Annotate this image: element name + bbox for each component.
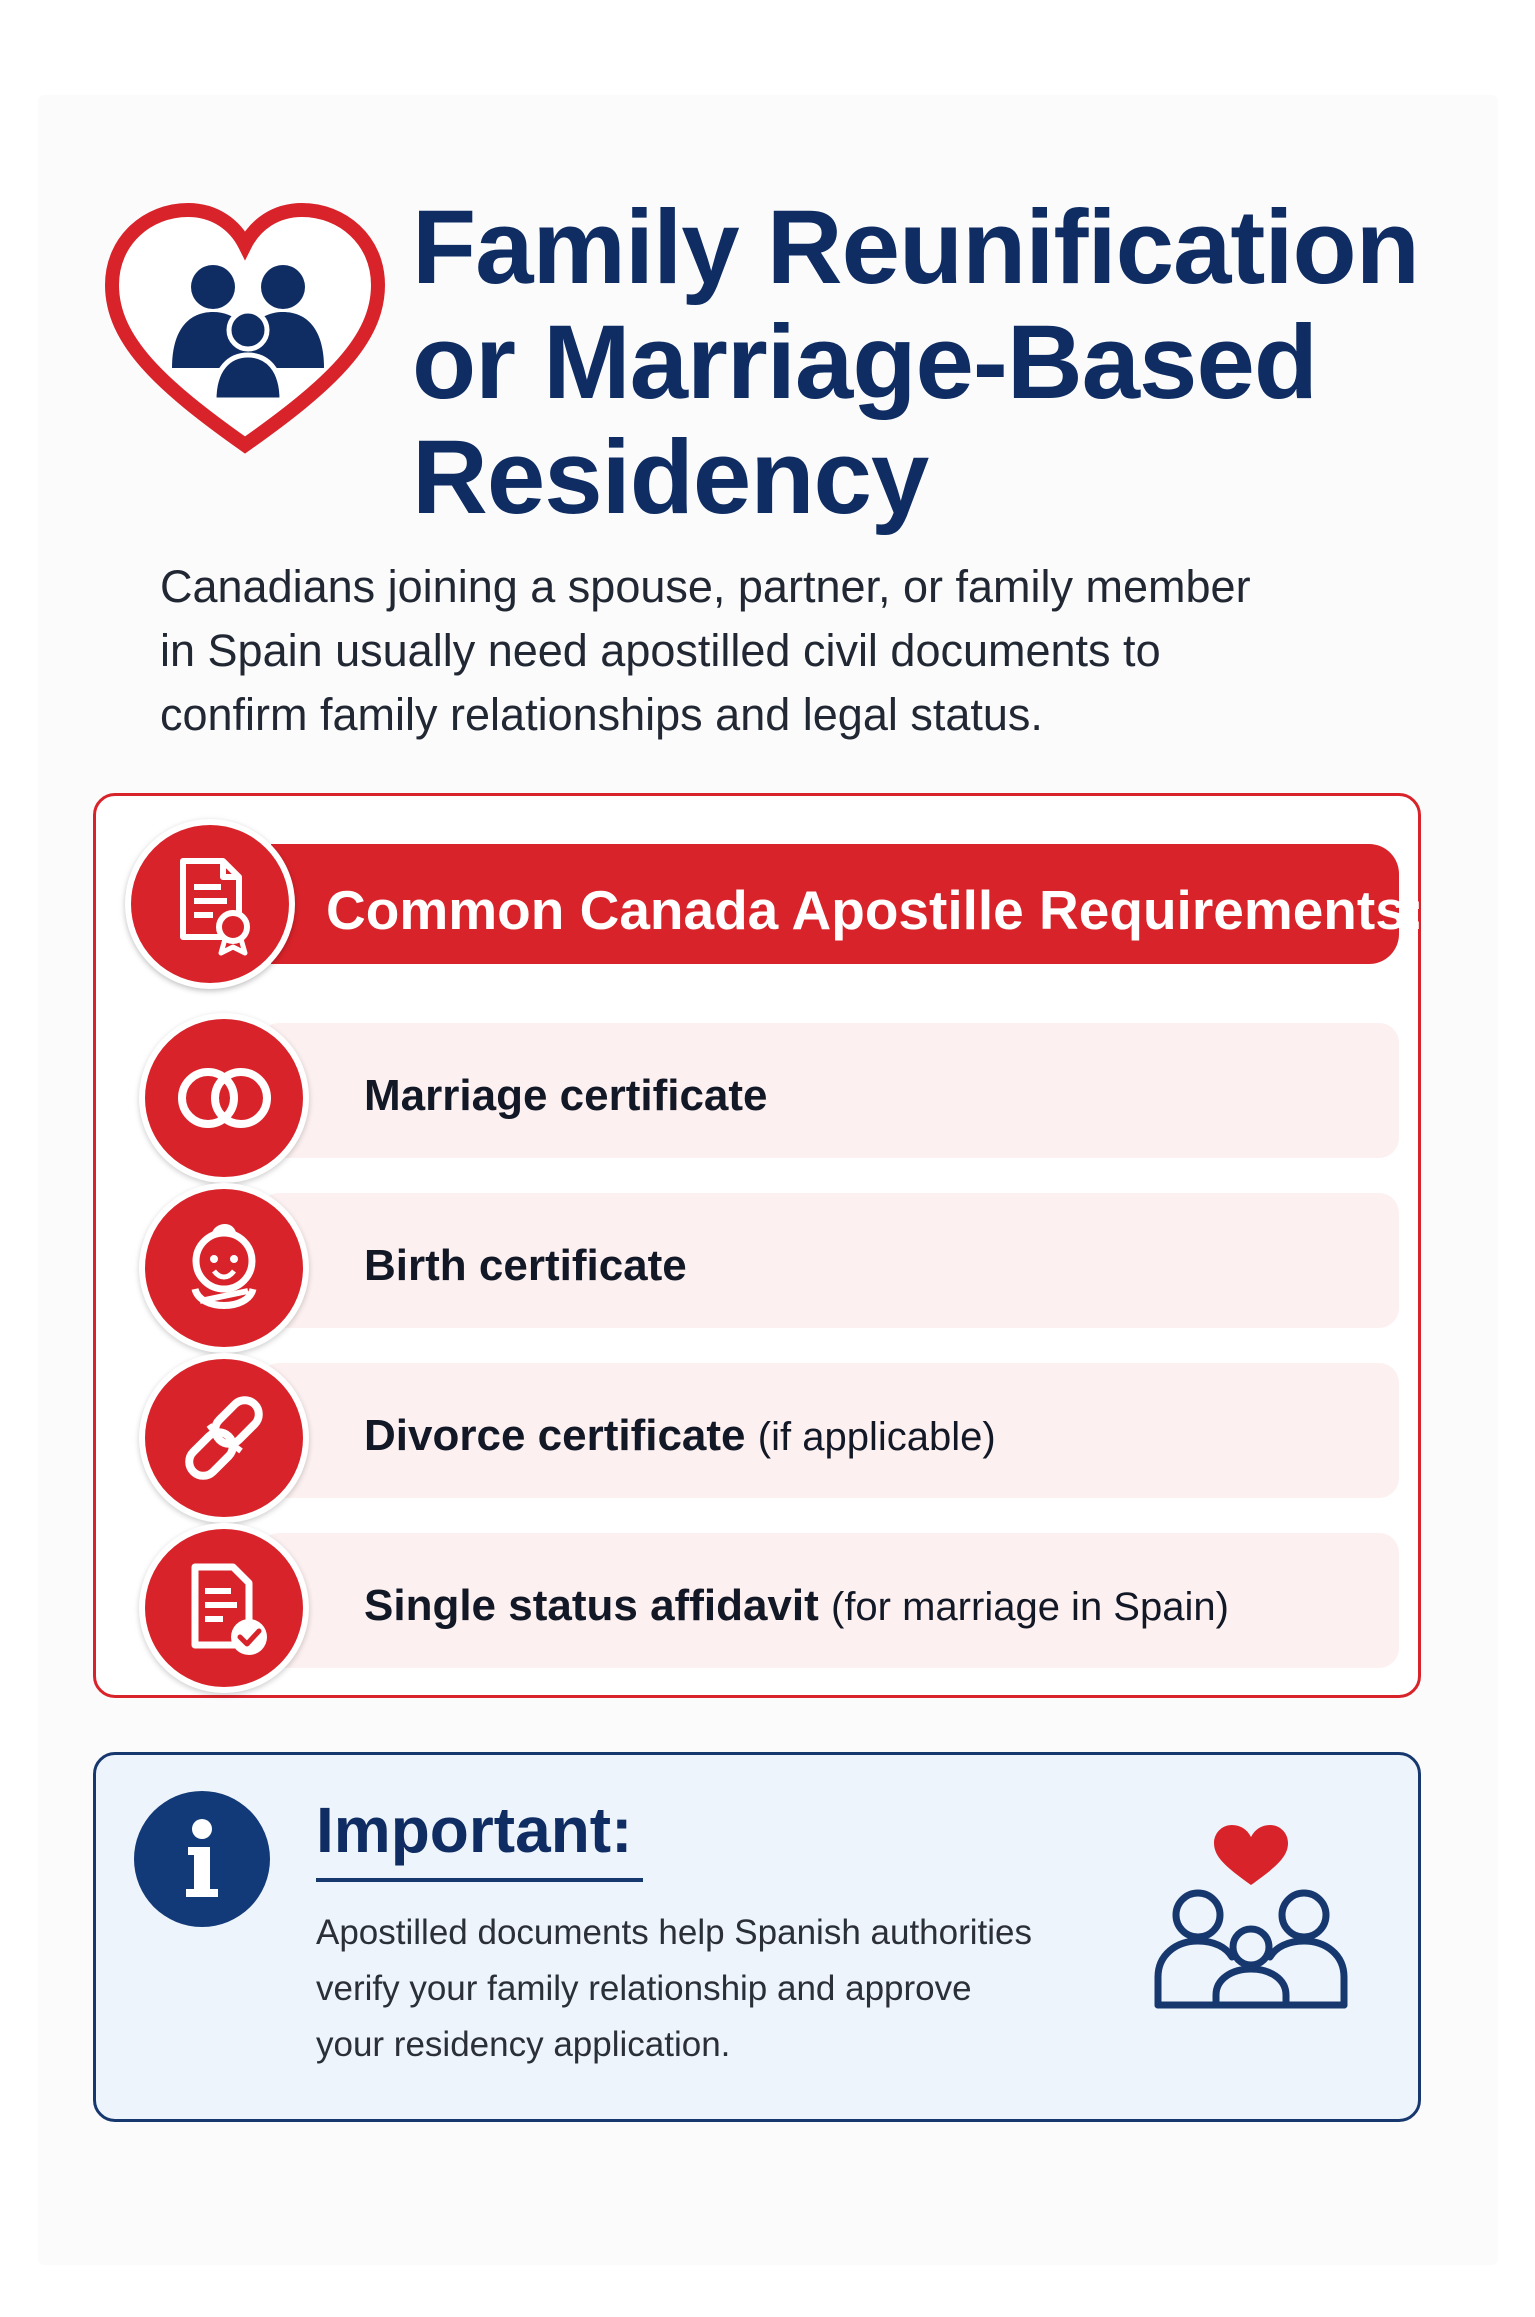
list-item bbox=[139, 1183, 1401, 1323]
title-line: Residency bbox=[412, 419, 929, 536]
broken-chain-icon bbox=[139, 1353, 309, 1523]
list-item-label: Single status affidavit bbox=[364, 1581, 819, 1630]
list-item-note: (if applicable) bbox=[757, 1415, 996, 1459]
title-line: or Marriage-Based bbox=[412, 304, 1317, 421]
list-item-label: Marriage certificate bbox=[364, 1071, 768, 1120]
requirements-heading: Common Canada Apostille Requirements: bbox=[326, 879, 1425, 941]
intro-line: in Spain usually need apostilled civil documents to bbox=[160, 625, 1161, 676]
list-item-label: Birth certificate bbox=[364, 1241, 687, 1290]
document-check-icon bbox=[139, 1523, 309, 1693]
baby-face-icon bbox=[139, 1183, 309, 1353]
important-text bbox=[316, 1905, 1116, 2073]
important-line: your residency application. bbox=[316, 2025, 731, 2064]
family-heart-icon bbox=[1136, 1815, 1366, 2045]
intro-paragraph bbox=[160, 555, 1320, 747]
intro-line: Canadians joining a spouse, partner, or family member bbox=[160, 561, 1251, 612]
list-item-text bbox=[364, 1578, 1229, 1635]
list-item-note: (for marriage in Spain) bbox=[831, 1585, 1229, 1629]
list-item-text bbox=[364, 1408, 996, 1465]
intro-line: confirm family relationships and legal status. bbox=[160, 689, 1043, 740]
info-icon bbox=[134, 1791, 270, 1927]
important-title: Important: bbox=[316, 1794, 633, 1866]
important-card bbox=[93, 1752, 1421, 2122]
requirements-card bbox=[93, 793, 1425, 1698]
important-line: Apostilled documents help Spanish authorities bbox=[316, 1913, 1032, 1952]
list-item bbox=[139, 1523, 1401, 1663]
page-title bbox=[412, 190, 1492, 535]
list-item-label: Divorce certificate bbox=[364, 1411, 746, 1460]
list-item-text bbox=[364, 1238, 687, 1295]
list-item-text bbox=[364, 1068, 768, 1125]
certificate-document-icon bbox=[125, 819, 295, 989]
wedding-rings-icon bbox=[139, 1013, 309, 1183]
title-line: Family Reunification bbox=[412, 189, 1419, 306]
list-item bbox=[139, 1013, 1401, 1153]
list-item bbox=[139, 1353, 1401, 1493]
heart-family-icon bbox=[100, 200, 390, 460]
important-line: verify your family relationship and approve bbox=[316, 1969, 972, 2008]
important-title-underline bbox=[316, 1878, 643, 1882]
